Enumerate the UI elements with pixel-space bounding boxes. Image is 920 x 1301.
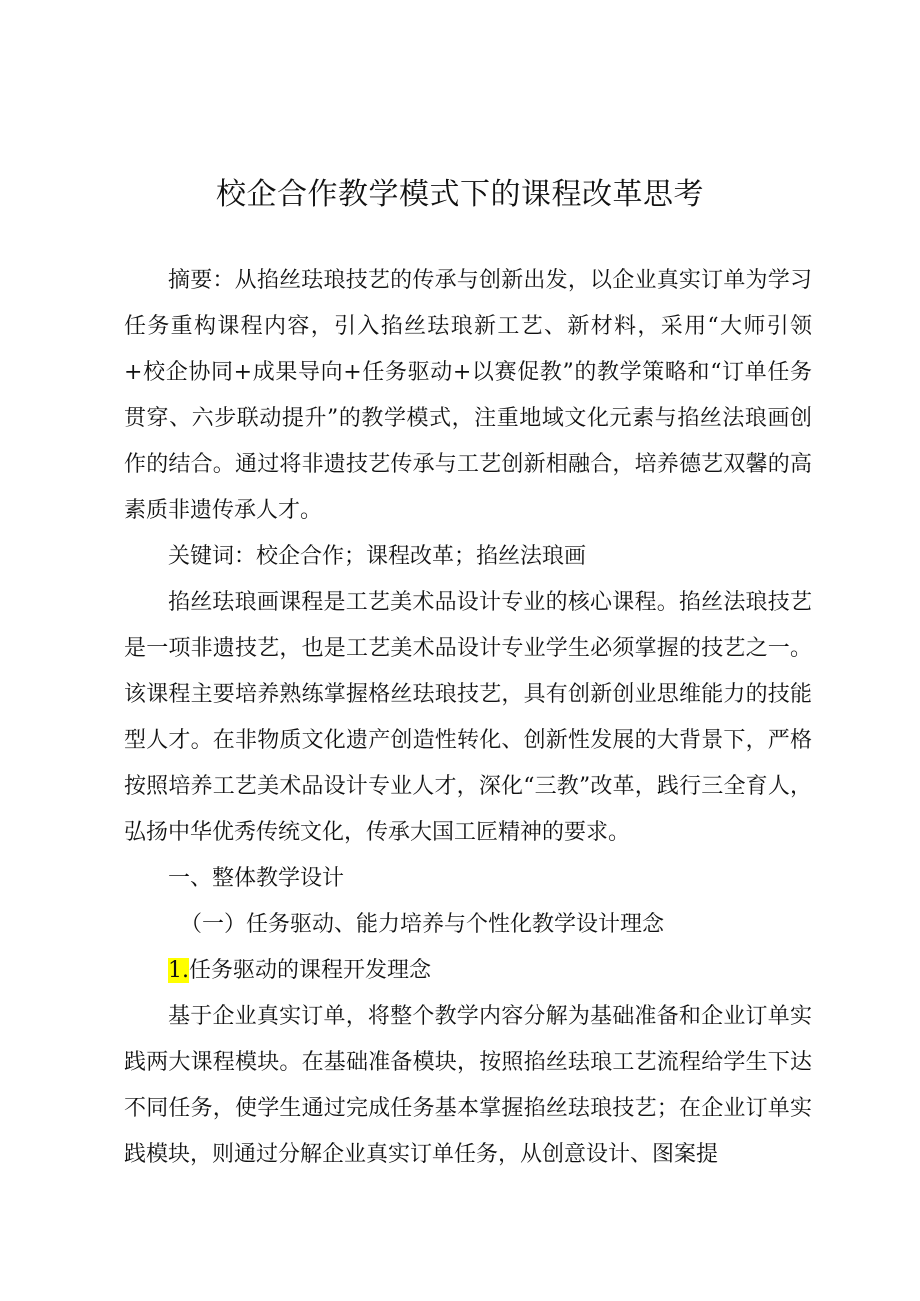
keywords-paragraph: 关键词：校企合作；课程改革；掐丝法琅画	[168, 544, 587, 569]
subsection-heading-1: （一）任务驱动、能力培养与个性化教学设计理念	[180, 912, 665, 937]
intro-paragraph: 掐丝珐琅画课程是工艺美术品设计专业的核心课程。掐丝法琅技艺是一项非遗技艺，也是工艺美术品设计专业学生必须掌握的技艺之一。该课程主要培养熟练掌握格丝珐琅技艺，具有创新创业思维能力的技能型人才。在非物质文化遗产创造性转化、创新性发展的大背景下，严格按照培养工艺美术品设计专业人才，深化“三教”改革，践行三全育人，弘扬中华优秀传统文化，传承大国工匠精神的要求。	[124, 590, 812, 845]
abstract-paragraph: 摘要：从掐丝珐琅技艺的传承与创新出发，以企业真实订单为学习任务重构课程内容，引入掐丝珐琅新工艺、新材料，采用“大师引领+校企协同+成果导向+任务驱动+以赛促教”的教学策略和“订单任务贯穿、六步联动提升”的教学模式，注重地域文化元素与掐丝法琅画创作的结合。通过将非遗技艺传承与工艺创新相融合，培养德艺双馨的高素质非遗传承人才。	[124, 268, 812, 523]
section-heading-1: 一、整体教学设计	[168, 866, 345, 891]
document-title: 校企合作教学模式下的课程改革思考	[216, 177, 704, 212]
item-heading-1	[124, 948, 812, 994]
item-1-paragraph: 基于企业真实订单，将整个教学内容分解为基础准备和企业订单实践两大课程模块。在基础准备模块，按照掐丝珐琅工艺流程给学生下达不同任务，使学生通过完成任务基本掌握掐丝珐琅技艺；在企业订单实践模块，则通过分解企业真实订单任务，从创意设计、图案提	[124, 1004, 812, 1167]
document-body	[124, 258, 812, 1178]
item-title: 任务驱动的课程开发理念	[189, 958, 432, 983]
item-number-highlight: 1.	[168, 958, 189, 983]
